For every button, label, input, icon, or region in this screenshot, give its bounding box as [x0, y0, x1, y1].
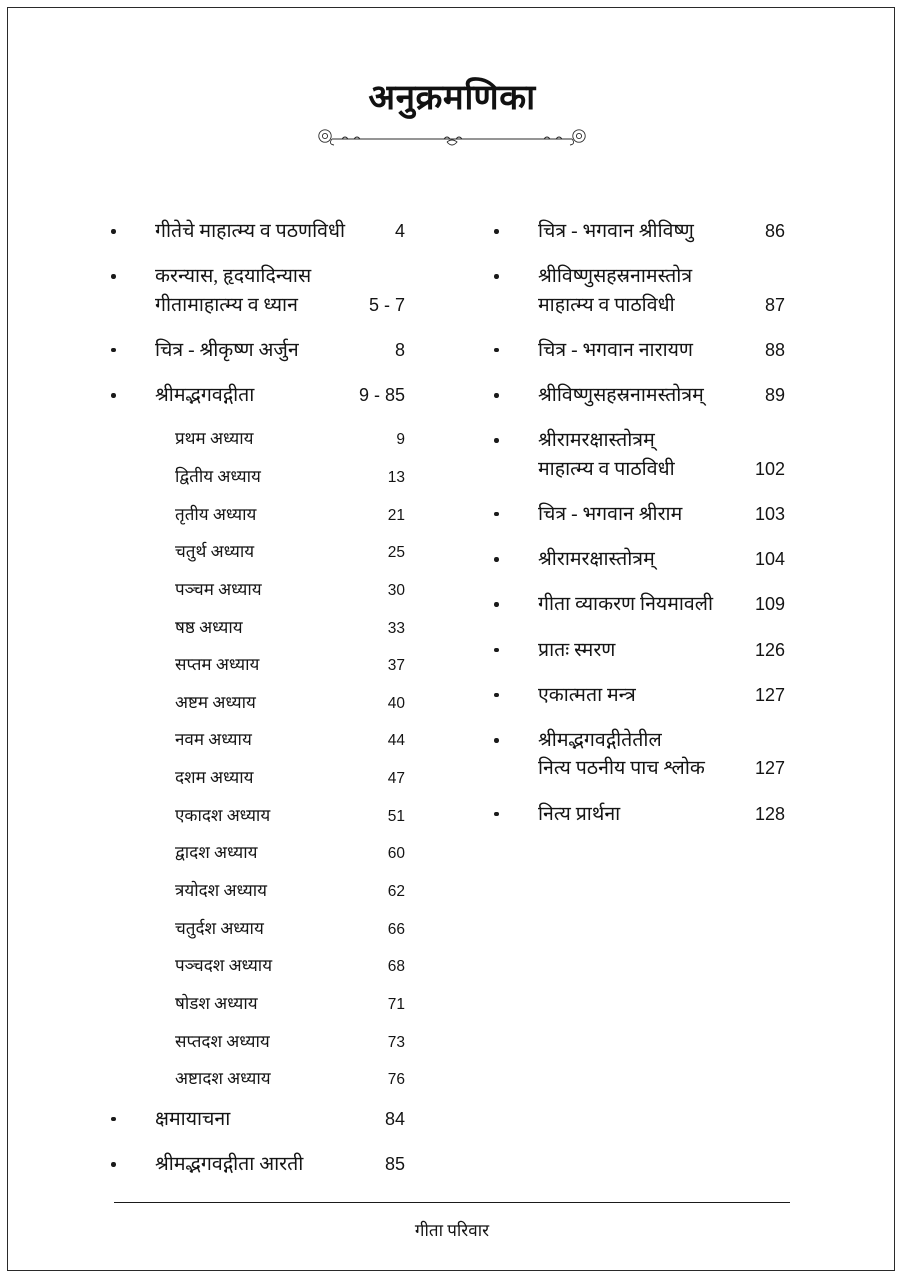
toc-entry[interactable]	[105, 382, 405, 410]
chapter-item[interactable]	[105, 992, 405, 1017]
page-title: अनुक्रमणिका	[368, 78, 536, 117]
toc-entry-page: 4	[394, 221, 405, 241]
chapter-item[interactable]	[105, 917, 405, 942]
chapter-item[interactable]	[105, 1030, 405, 1055]
toc-entry-label: क्षमायाचना	[155, 1108, 231, 1130]
footer-divider	[114, 1202, 790, 1203]
footer-text: गीता परिवार	[414, 1221, 490, 1240]
chapter-page: 66	[387, 920, 405, 938]
toc-entry-page: 88	[764, 339, 785, 360]
toc-entry[interactable]	[488, 263, 785, 320]
chapter-item[interactable]	[105, 578, 405, 603]
toc-entry-label: एकात्मता मन्त्र	[538, 684, 636, 706]
chapter-label: षोडश अध्याय	[175, 993, 258, 1013]
toc-entry-page: 127	[754, 758, 785, 779]
chapter-page: 21	[387, 506, 405, 524]
toc-entry-label: करन्यास, हृदयादिन्यास	[155, 266, 312, 288]
toc-entry-label-continued: माहात्म्य व पाठविधी	[538, 458, 675, 480]
toc-entry-label: चित्र - श्रीकृष्ण अर्जुन	[155, 339, 299, 361]
chapter-page: 73	[387, 1033, 405, 1051]
chapter-label: अष्टम अध्याय	[175, 692, 256, 712]
chapter-label: सप्तम अध्याय	[175, 655, 260, 675]
toc-entry[interactable]	[488, 218, 785, 246]
bullet-icon	[111, 1162, 116, 1167]
chapter-item[interactable]	[105, 503, 405, 528]
toc-entry-label-continued: गीतामाहात्म्य व ध्यान	[155, 294, 298, 316]
toc-entry-label: श्रीरामरक्षास्तोत्रम्	[538, 430, 655, 452]
toc-entry[interactable]	[488, 337, 785, 365]
toc-entry-label: चित्र - भगवान श्रीराम	[538, 503, 683, 525]
toc-entry-label: गीतेचे माहात्म्य व पठणविधी	[155, 221, 346, 242]
chapter-label: चतुर्दश अध्याय	[175, 918, 264, 938]
chapter-label: प्रथम अध्याय	[175, 429, 254, 449]
toc-entry[interactable]	[488, 546, 785, 574]
toc-entry-page: 126	[754, 639, 785, 660]
chapter-page: 37	[387, 657, 405, 675]
bullet-icon	[494, 602, 499, 607]
chapter-page: 13	[387, 468, 405, 486]
chapter-item[interactable]	[105, 766, 405, 791]
bullet-icon	[494, 648, 499, 653]
toc-entry-page: 128	[754, 803, 785, 824]
chapter-item[interactable]	[105, 427, 405, 452]
bullet-icon	[494, 393, 499, 398]
chapter-label: नवम अध्याय	[175, 730, 252, 750]
chapter-page: 71	[387, 995, 405, 1013]
toc-entry-label: प्रातः स्मरण	[538, 639, 616, 661]
chapter-item[interactable]	[105, 540, 405, 565]
chapter-item[interactable]	[105, 954, 405, 979]
toc-entry[interactable]	[105, 263, 405, 320]
chapter-label: अष्टादश अध्याय	[175, 1069, 271, 1089]
chapter-label: पञ्चदश अध्याय	[175, 956, 273, 976]
chapter-item[interactable]	[105, 728, 405, 753]
toc-entry[interactable]	[488, 501, 785, 529]
toc-entry[interactable]	[488, 801, 785, 829]
toc-entry[interactable]	[105, 218, 405, 246]
toc-entry-page: 87	[764, 294, 785, 315]
chapter-label: एकादश अध्याय	[175, 805, 271, 825]
chapter-page: 9	[396, 431, 405, 449]
toc-entry-label: गीता व्याकरण नियमावली	[538, 594, 714, 616]
bullet-icon	[494, 438, 499, 443]
toc-column-right	[488, 218, 785, 846]
toc-entry-label: श्रीरामरक्षास्तोत्रम्	[538, 549, 655, 571]
chapter-label: द्वादश अध्याय	[175, 843, 258, 863]
toc-entry[interactable]	[105, 1151, 405, 1179]
chapter-label: चतुर्थ अध्याय	[175, 542, 255, 562]
bullet-icon	[111, 229, 116, 234]
toc-entry-label: श्रीमद्भगवद्गीता आरती	[155, 1154, 304, 1176]
chapter-item[interactable]	[105, 691, 405, 716]
chapter-label: सप्तदश अध्याय	[175, 1031, 270, 1051]
toc-entry-label: श्रीविष्णुसहस्रनामस्तोत्रम्	[538, 385, 704, 407]
toc-entry[interactable]	[488, 427, 785, 484]
toc-entry-page: 5 - 7	[368, 294, 405, 315]
toc-entry-page: 127	[754, 684, 785, 705]
chapter-item[interactable]	[105, 879, 405, 904]
toc-entry-page: 8	[394, 339, 405, 360]
toc-entry-label: चित्र - भगवान नारायण	[538, 339, 694, 361]
toc-entry-page: 104	[754, 549, 785, 570]
toc-entry-label: नित्य प्रार्थना	[538, 803, 621, 825]
toc-entry-label: श्रीमद्भगवद्गीता	[155, 385, 255, 407]
chapter-item[interactable]	[105, 804, 405, 829]
chapter-page: 30	[387, 581, 405, 599]
chapter-page: 47	[387, 770, 405, 788]
toc-entry-label-continued: नित्य पठनीय पाच श्लोक	[538, 758, 705, 780]
toc-entry-page: 102	[754, 458, 785, 479]
chapter-label: त्रयोदश अध्याय	[175, 881, 267, 901]
toc-entry[interactable]	[488, 591, 785, 619]
chapter-label: षष्ठ अध्याय	[175, 617, 243, 637]
chapter-list	[105, 427, 405, 1092]
chapter-item[interactable]	[105, 1067, 405, 1092]
bullet-icon	[494, 274, 499, 279]
chapter-label: तृतीय अध्याय	[175, 504, 257, 524]
chapter-item[interactable]	[105, 616, 405, 641]
toc-entry-page: 86	[764, 221, 785, 241]
bullet-icon	[494, 738, 499, 743]
chapter-page: 40	[387, 694, 405, 712]
bullet-icon	[494, 229, 499, 234]
bullet-icon	[494, 348, 499, 353]
ornamental-divider-icon	[0, 123, 904, 151]
bullet-icon	[111, 274, 116, 279]
chapter-page: 60	[387, 845, 405, 863]
toc-entry-label: श्रीविष्णुसहस्रनामस्तोत्र	[538, 266, 693, 288]
chapter-page: 44	[387, 732, 405, 750]
chapter-item[interactable]	[105, 841, 405, 866]
chapter-label: पञ्चम अध्याय	[175, 579, 262, 599]
bullet-icon	[494, 693, 499, 698]
chapter-item[interactable]	[105, 465, 405, 490]
toc-entry[interactable]	[105, 337, 405, 365]
toc-column-left	[105, 218, 405, 1196]
toc-entry-label: श्रीमद्भगवद्गीतेतील	[538, 730, 662, 752]
chapter-label: द्वितीय अध्याय	[175, 466, 261, 486]
chapter-page: 68	[387, 958, 405, 976]
title-block	[0, 78, 904, 151]
bullet-icon	[111, 393, 116, 398]
toc-entry-page: 109	[754, 594, 785, 615]
chapter-page: 76	[387, 1071, 405, 1089]
bullet-icon	[494, 812, 499, 817]
chapter-page: 25	[387, 544, 405, 562]
toc-entry-label-continued: माहात्म्य व पाठविधी	[538, 294, 675, 316]
chapter-page: 51	[387, 807, 405, 825]
toc-entry-page: 89	[764, 385, 785, 406]
toc-entry-page: 9 - 85	[358, 385, 405, 406]
toc-entry[interactable]	[488, 637, 785, 665]
toc-entry-page: 103	[754, 503, 785, 524]
toc-entry-label: चित्र - भगवान श्रीविष्णु	[538, 221, 694, 242]
bullet-icon	[494, 512, 499, 517]
chapter-page: 62	[387, 883, 405, 901]
toc-entry[interactable]	[488, 682, 785, 710]
toc-entry[interactable]	[488, 727, 785, 784]
toc-entry[interactable]	[488, 382, 785, 410]
bullet-icon	[494, 557, 499, 562]
toc-entry[interactable]	[105, 1106, 405, 1134]
chapter-page: 33	[387, 619, 405, 637]
chapter-label: दशम अध्याय	[175, 768, 254, 788]
toc-entry-page: 85	[384, 1154, 405, 1175]
bullet-icon	[111, 1117, 116, 1122]
bullet-icon	[111, 348, 116, 353]
chapter-item[interactable]	[105, 653, 405, 678]
toc-entry-page: 84	[384, 1108, 405, 1129]
